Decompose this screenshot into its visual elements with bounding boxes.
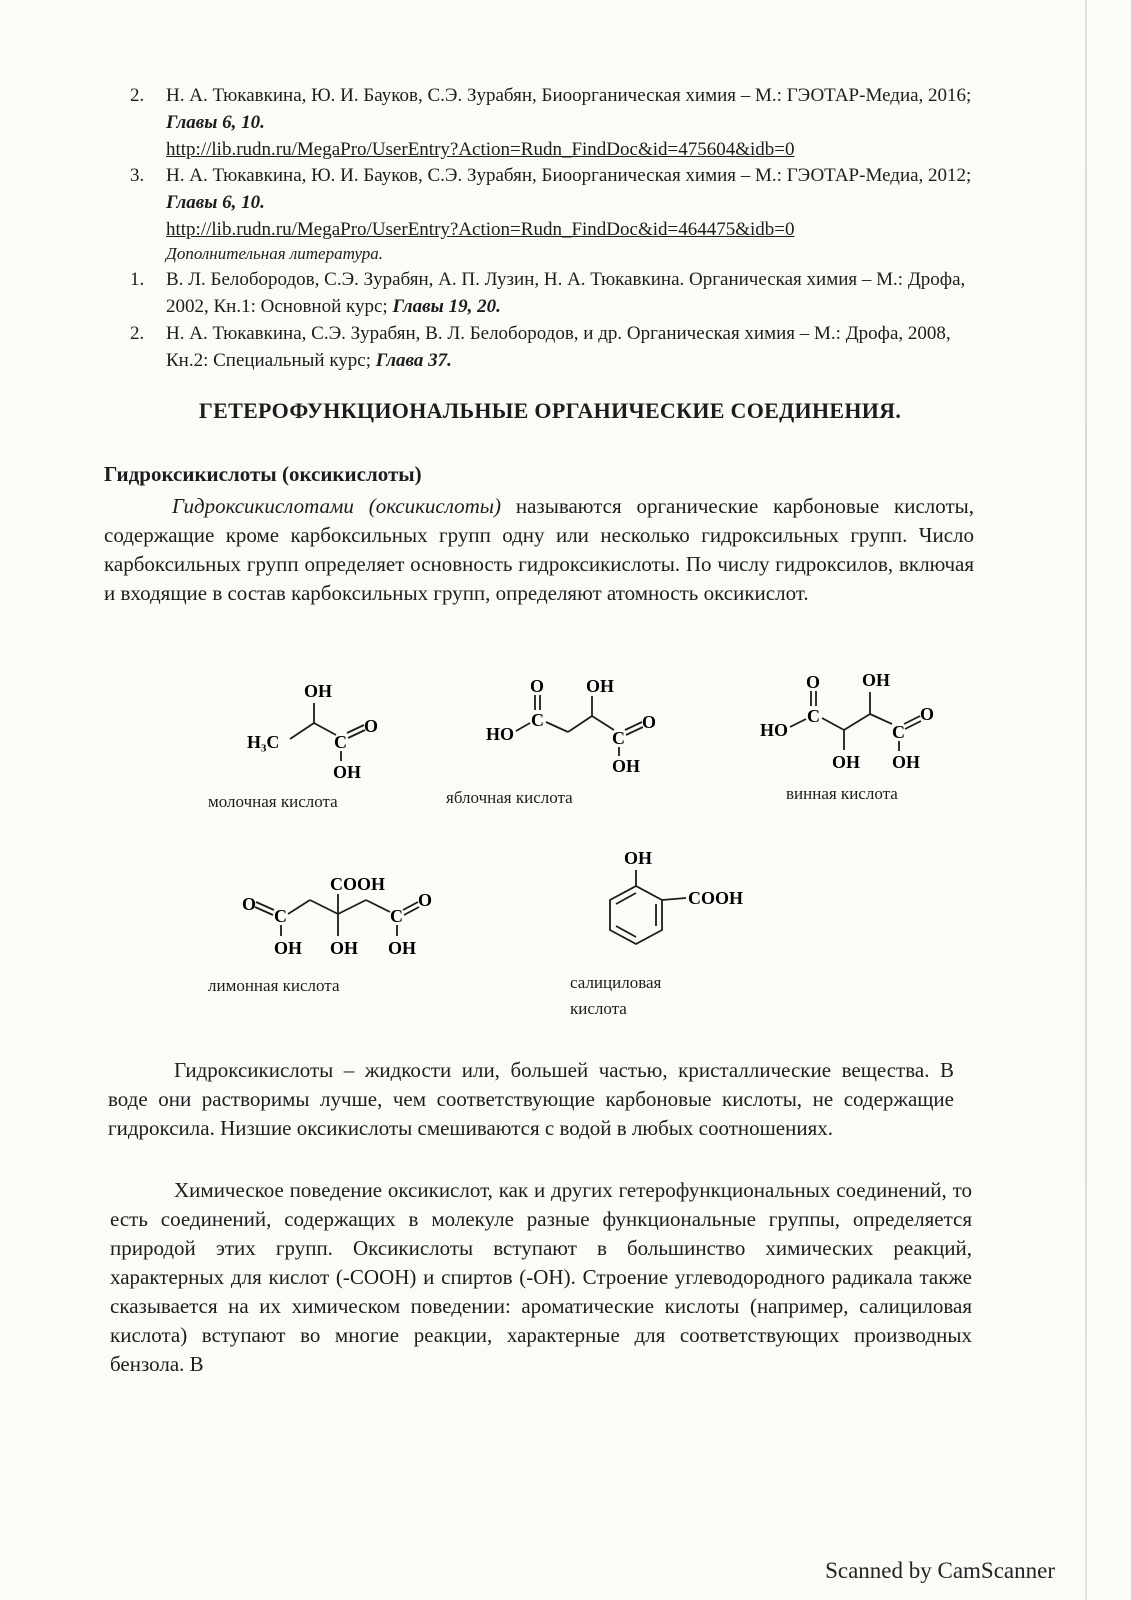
atom-label: OH bbox=[862, 670, 891, 690]
lactic-acid-structure bbox=[240, 675, 400, 790]
atom-label: O bbox=[364, 716, 379, 736]
atom-label: COOH bbox=[330, 874, 386, 894]
main-title: ГЕТЕРОФУНКЦИОНАЛЬНЫЕ ОРГАНИЧЕСКИЕ СОЕДИНЕНИЯ. bbox=[198, 398, 902, 423]
atom-label: OH bbox=[304, 681, 333, 701]
chemical-behavior-paragraph: Химическое поведение оксикислот, как и других гетерофункциональных соединений, то есть соединений, содержащих в молекуле разные функциональные группы, определяется природой этих групп. Оксикислоты вступают в большинство химических реакций, характерных для кислот (-COOH) и спиртов (-OH). Строение углеводородного радикала также сказывается на их химическом поведении: ароматические кислоты (например, салициловая кислота) вступают во многие реакции, характерные для соответствующих производных бензола. В bbox=[110, 1178, 972, 1376]
atom-label: O bbox=[642, 712, 657, 732]
atom-label: OH bbox=[832, 752, 861, 772]
atom-label: O bbox=[530, 676, 545, 696]
salicylic-acid-structure bbox=[590, 842, 770, 962]
atom-label: OH bbox=[274, 938, 303, 958]
atom-label: C bbox=[892, 722, 905, 742]
atom-label: OH bbox=[586, 676, 615, 696]
atom-label: O bbox=[920, 704, 935, 724]
atom-label: C bbox=[612, 728, 625, 748]
reference-item bbox=[130, 82, 980, 163]
citric-acid-label: лимонная кислота bbox=[208, 976, 340, 995]
atom-label: OH bbox=[333, 762, 362, 782]
atom-label: HO bbox=[486, 724, 515, 744]
intro-text: называются органические карбоновые кислоты, содержащие кроме карбоксильных групп одну или несколько гидроксильных групп. Число карбоксильных групп определяет основность гидроксикислоты. По числу гидроксилов, включая и входящие в состав карбоксильных групп, определяют атомность оксикислот. bbox=[104, 494, 975, 605]
atom-label: OH bbox=[388, 938, 417, 958]
reference-text: Н. А. Тюкавкина, Ю. И. Бауков, С.Э. Зурабян, Биоорганическая химия – М.: ГЭОТАР-Медиа, 2012; bbox=[166, 165, 972, 186]
reference-link[interactable]: http://lib.rudn.ru/MegaPro/UserEntry?Action=Rudn_FindDoc&id=464475&idb=0 bbox=[166, 219, 795, 240]
reference-text: Н. А. Тюкавкина, Ю. И. Бауков, С.Э. Зурабян, Биоорганическая химия – М.: ГЭОТАР-Медиа, 2016; bbox=[166, 85, 972, 106]
properties-paragraph: Гидроксикислоты – жидкости или, большей частью, кристаллические вещества. В воде они растворимы лучше, чем соответствующие карбоновые кислоты, не содержащие гидроксила. Низшие оксикислоты смешиваются с водой в любых соотношениях. bbox=[108, 1058, 954, 1140]
malic-acid-label: яблочная кислота bbox=[446, 788, 573, 807]
atom-label: O bbox=[806, 672, 821, 692]
additional-literature-label: Дополнительная литература. bbox=[166, 244, 384, 263]
reference-text: В. Л. Белобородов, С.Э. Зурабян, А. П. Лузин, Н. А. Тюкавкина. Органическая химия – М.: Дрофа, 2002, Кн.1: Основной курс; bbox=[166, 269, 966, 317]
reference-number: 2. bbox=[130, 85, 145, 106]
atom-label: C bbox=[390, 906, 403, 926]
atom-label: OH bbox=[892, 752, 921, 772]
tartaric-acid-label: винная кислота bbox=[786, 784, 898, 803]
reference-chapters: Главы 6, 10. bbox=[166, 112, 265, 133]
atom-label: C bbox=[807, 706, 820, 726]
reference-item bbox=[130, 320, 980, 374]
reference-chapters: Главы 6, 10. bbox=[166, 192, 265, 213]
reference-number: 3. bbox=[130, 165, 145, 186]
tartaric-acid-structure bbox=[754, 664, 954, 779]
scanner-watermark: Scanned by CamScanner bbox=[825, 1558, 1055, 1583]
atom-label: OH bbox=[624, 848, 653, 868]
atom-label: O bbox=[242, 894, 257, 914]
reference-number: 1. bbox=[130, 269, 145, 290]
reference-number: 2. bbox=[130, 323, 145, 344]
reference-text: Н. А. Тюкавкина, С.Э. Зурабян, В. Л. Белобородов, и др. Органическая химия – М.: Дрофа, 2008, Кн.2: Специальный курс; bbox=[166, 323, 951, 371]
atom-label: OH bbox=[612, 756, 641, 776]
reference-link[interactable]: http://lib.rudn.ru/MegaPro/UserEntry?Action=Rudn_FindDoc&id=475604&idb=0 bbox=[166, 139, 795, 160]
atom-label: C bbox=[274, 906, 287, 926]
atom-label: HO bbox=[760, 720, 789, 740]
atom-label: O bbox=[418, 890, 433, 910]
salicylic-acid-label-line: салициловая bbox=[570, 973, 662, 992]
atom-label: C bbox=[531, 710, 544, 730]
reference-item bbox=[130, 266, 980, 320]
intro-paragraph bbox=[104, 492, 974, 608]
citric-acid-structure bbox=[238, 868, 448, 968]
page-edge-shadow bbox=[1085, 0, 1087, 1600]
lactic-acid-label: молочная кислота bbox=[208, 792, 338, 811]
reference-chapters: Глава 37. bbox=[375, 350, 452, 371]
intro-term: Гидроксикислотами (оксикислоты) bbox=[172, 494, 502, 518]
malic-acid-structure bbox=[478, 668, 678, 783]
atom-label: H₃C bbox=[247, 732, 280, 752]
atom-label: OH bbox=[330, 938, 359, 958]
atom-label: COOH bbox=[688, 888, 744, 908]
salicylic-acid-label-line: кислота bbox=[570, 999, 627, 1018]
reference-chapters: Главы 19, 20. bbox=[392, 296, 501, 317]
salicylic-acid-label bbox=[570, 970, 661, 1022]
reference-item bbox=[130, 162, 980, 243]
atom-label: C bbox=[334, 732, 347, 752]
section-title: Гидроксикислоты (оксикислоты) bbox=[104, 462, 422, 486]
